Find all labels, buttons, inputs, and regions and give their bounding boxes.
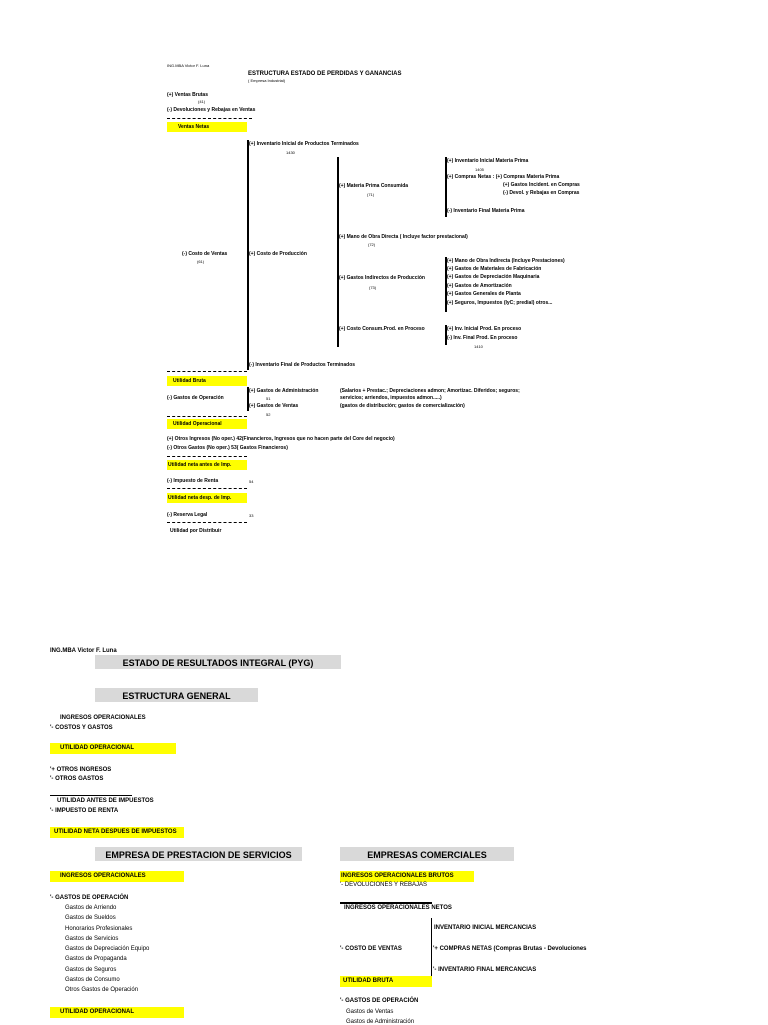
- impuesto-renta: (-) Impuesto de Renta: [167, 478, 219, 484]
- bottom-author: ING.MBA Victor F. Luna: [50, 648, 117, 654]
- gastos-ventas: (+) Gastos de Ventas: [249, 403, 299, 409]
- code-71: (71): [367, 192, 375, 197]
- mp-consumida: (+) Materia Prima Consumida: [339, 183, 409, 189]
- list-item: Honorarios Profesionales: [65, 926, 133, 932]
- com-ing-netos: INGRESOS OPERACIONALES NETOS: [344, 905, 452, 911]
- costo-produccion: (+) Costo de Producción: [249, 251, 307, 257]
- gastos-operacion: (-) Gastos de Operación: [167, 395, 224, 401]
- imp-renta: '- IMPUESTO DE RENTA: [50, 808, 119, 814]
- com-gastos: '- GASTOS DE OPERACIÓN: [340, 998, 419, 1004]
- costo-ventas: (-) Costo de Ventas: [182, 251, 228, 257]
- ventas-brutas: (+) Ventas Brutas: [167, 92, 208, 98]
- ing-oper: INGRESOS OPERACIONALES: [60, 715, 146, 721]
- list-item: Gastos de Consumo: [65, 977, 120, 983]
- utilidad-bruta: Utilidad Bruta: [173, 378, 206, 384]
- code-61: (61): [197, 259, 205, 264]
- inv-final-proc: (-) Inv. Final Prod. En proceso: [447, 335, 518, 341]
- admin-note: (Salarios + Prestac.; Depreciaciones admon; Amortizac. Diferidos; seguros;: [340, 388, 520, 394]
- cif-item: (+) Seguros, Impuestos (IyC; predial) otros...: [447, 300, 553, 306]
- util-oper: UTILIDAD OPERACIONAL: [60, 745, 134, 751]
- utilidad-distribuir: Utilidad por Distribuir: [170, 528, 222, 534]
- ventas-note: (gastos de distribución; gastos de comercialización): [340, 403, 465, 409]
- com-costo-ventas: '- COSTO DE VENTAS: [340, 946, 402, 952]
- inv-inicial-pt: (+) Inventario Inicial de Productos Terminados: [249, 141, 359, 147]
- list-item: Gastos de Sueldos: [65, 915, 116, 921]
- code-73: (73): [369, 285, 377, 290]
- otros-ing: '+ OTROS INGRESOS: [50, 767, 112, 773]
- gastos-admin: (+) Gastos de Administración: [249, 388, 319, 394]
- code-51: 51: [266, 396, 271, 401]
- cif-item: (+) Gastos de Materiales de Fabricación: [447, 266, 542, 272]
- util-antes: UTILIDAD ANTES DE IMPUESTOS: [57, 798, 154, 804]
- serv-gastos: '- GASTOS DE OPERACIÓN: [50, 895, 129, 901]
- list-item: Gastos de Ventas: [346, 1009, 394, 1015]
- code-72: (72): [368, 242, 376, 247]
- divider: [167, 416, 247, 417]
- cif-item: (+) Mano de Obra Indirecta (Incluye Prestaciones): [447, 258, 565, 264]
- list-item: Gastos de Administración: [346, 1019, 415, 1025]
- otros-ingresos: (+) Otros Ingresos (No oper.) 42(Financieros, Ingresos que no hacen parte del Core del negocio): [167, 436, 395, 442]
- mano-obra: (+) Mano de Obra Directa ( Incluye factor prestacional): [339, 234, 468, 240]
- com-ing-brutos: INGRESOS OPERACIONALES BRUTOS: [341, 873, 454, 879]
- inv-inicial-mp: (+) Inventario Inicial Materia Prima: [447, 158, 529, 164]
- utilidad-desp-imp: Utilidad neta desp. de Imp.: [168, 495, 232, 501]
- bracket-costo-ventas-com: [431, 918, 432, 976]
- divider: [340, 902, 432, 904]
- otros-gas: '- OTROS GASTOS: [50, 776, 104, 782]
- serv-ing: INGRESOS OPERACIONALES: [60, 873, 146, 879]
- cif-item: (+) Gastos de Depreciación Maquinaria: [447, 274, 540, 280]
- inv-final-mp: (-) Inventario Final Materia Prima: [447, 208, 525, 214]
- top-subtitle: ( Empresa Industrial): [248, 78, 286, 83]
- gastos-indirectos: (+) Gastos Indirectos de Producción: [339, 275, 425, 281]
- otros-gastos: (-) Otros Gastos (No oper.) 53( Gastos Financieros): [167, 445, 288, 451]
- divider: [167, 522, 247, 523]
- reserva-legal: (-) Reserva Legal: [167, 512, 208, 518]
- compras-netas: (+) Compras Netas : (+) Compras Materia Prima: [447, 174, 560, 180]
- com-util-bruta: UTILIDAD BRUTA: [343, 978, 394, 984]
- list-item: Gastos de Seguros: [65, 967, 117, 973]
- com-devol: '- DEVOLUCIONES Y REBAJAS: [340, 882, 427, 888]
- gastos-incident: (+) Gastos Incident. en Compras: [503, 182, 580, 188]
- cif-item: (+) Gastos de Amortización: [447, 283, 512, 289]
- code-33: 33: [249, 513, 254, 518]
- code-1405: 1405: [475, 167, 484, 172]
- code-41: (41): [198, 99, 206, 104]
- top-author: ING.MBA Victor F. Luna: [167, 63, 210, 68]
- costo-consum: (+) Costo Consum.Prod. en Proceso: [339, 326, 425, 332]
- top-title: ESTRUCTURA ESTADO DE PERDIDAS Y GANANCIAS: [248, 71, 402, 77]
- code-1410: 1410: [474, 344, 483, 349]
- com-inv-inicial: INVENTARIO INICIAL MERCANCIAS: [434, 925, 537, 931]
- code-1430: 1430: [286, 150, 295, 155]
- estructura-title: ESTRUCTURA GENERAL: [122, 691, 231, 701]
- devol-compras: (-) Devol. y Rebajas en Compras: [503, 190, 580, 196]
- cif-item: (+) Gastos Generales de Planta: [447, 291, 521, 297]
- code-52: 52: [266, 412, 271, 417]
- admin-note-2: servicios; arriendos, impuestos admon.....): [340, 395, 442, 401]
- code-54: 54: [249, 479, 254, 484]
- inv-final-pt: (-) Inventario Final de Productos Terminados: [249, 362, 356, 368]
- list-item: Gastos de Servicios: [65, 936, 119, 942]
- comerciales-title: EMPRESAS COMERCIALES: [367, 850, 487, 860]
- list-item: Gastos de Arriendo: [65, 905, 117, 911]
- divider: [167, 118, 252, 119]
- inv-inicial-proc: (+) Inv. Inicial Prod. En proceso: [447, 326, 522, 332]
- divider: [50, 795, 132, 796]
- bottom-title: ESTADO DE RESULTADOS INTEGRAL (PYG): [122, 658, 314, 668]
- serv-util: UTILIDAD OPERACIONAL: [60, 1009, 134, 1015]
- com-compras: '+ COMPRAS NETAS (Compras Brutas - Devoluciones: [433, 946, 587, 952]
- utilidad-antes-imp: Utilidad neta antes de Imp.: [168, 462, 232, 468]
- util-neta: UTILIDAD NETA DESPUES DE IMPUESTOS: [54, 829, 177, 835]
- list-item: Gastos de Depreciación Equipo: [65, 946, 150, 952]
- divider: [167, 488, 247, 489]
- com-inv-final: '- INVENTARIO FINAL MERCANCIAS: [433, 967, 537, 973]
- divider: [167, 371, 247, 372]
- utilidad-operacional: Utilidad Operacional: [173, 421, 222, 427]
- divider: [167, 456, 247, 457]
- devoluciones: (-) Devoluciones y Rebajas en Ventas: [167, 107, 256, 113]
- list-item: Otros Gastos de Operación: [65, 987, 139, 993]
- ventas-netas: Ventas Netas: [178, 124, 210, 130]
- servicios-title: EMPRESA DE PRESTACION DE SERVICIOS: [105, 850, 292, 860]
- list-item: Gastos de Propaganda: [65, 956, 127, 962]
- costos-gastos: '- COSTOS Y GASTOS: [50, 725, 113, 731]
